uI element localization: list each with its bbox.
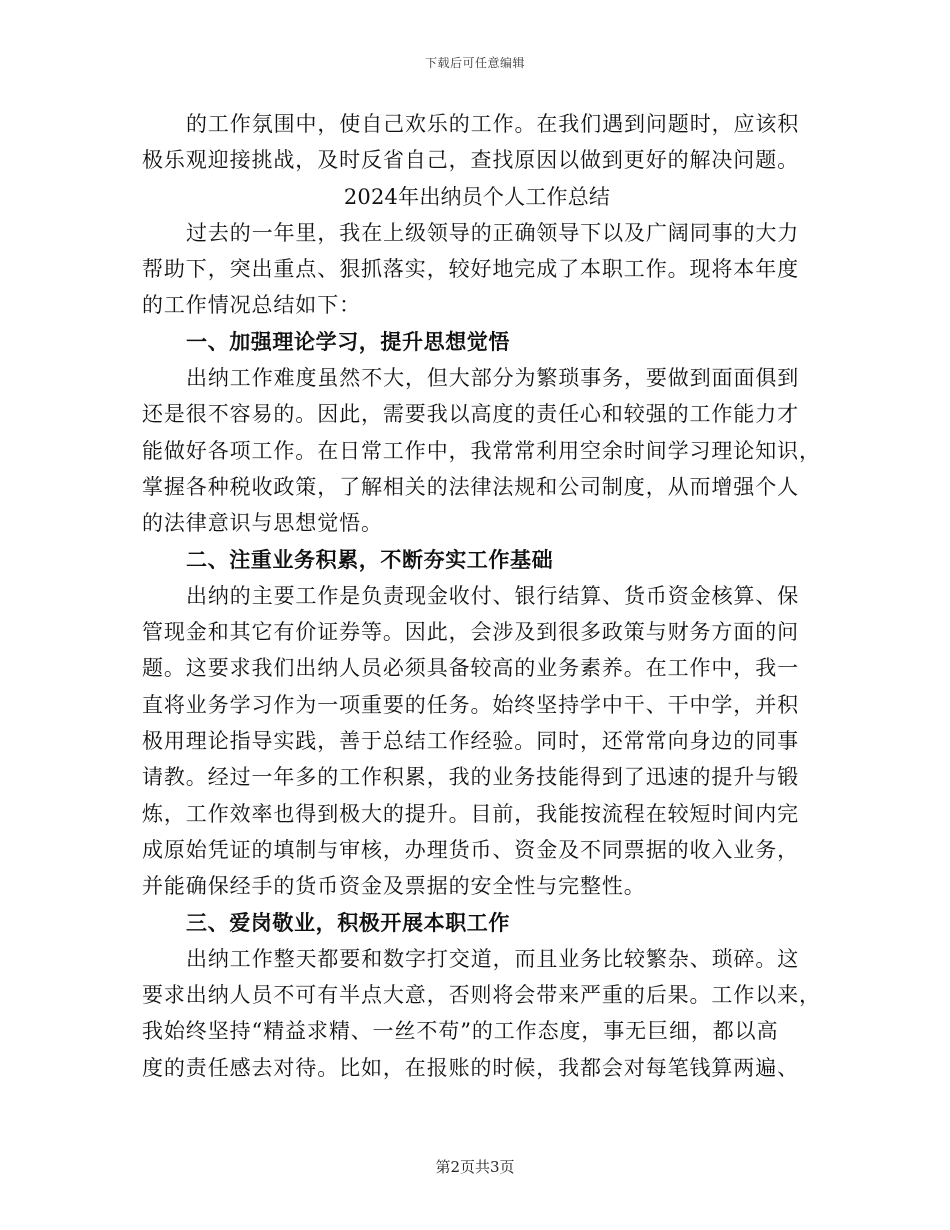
- document-body: [142, 106, 821, 1086]
- body-line: 帮助下，突出重点、狠抓落实，较好地完成了本职工作。现将本年度: [142, 257, 799, 282]
- body-line: 管现金和其它有价证券等。因此，会涉及到很多政策与财务方面的问: [142, 620, 799, 645]
- body-line: 请教。经过一年多的工作积累，我的业务技能得到了迅速的提升与锻: [142, 765, 799, 790]
- body-line: 出纳工作难度虽然不大，但大部分为繁琐事务，要做到面面俱到: [186, 366, 800, 391]
- section-heading-1: 一、加强理论学习，提升思想觉悟: [186, 328, 510, 354]
- body-line: 并能确保经手的货币资金及票据的安全性与完整性。: [142, 874, 646, 899]
- body-line: 的法律意识与思想觉悟。: [142, 511, 383, 536]
- body-line: 还是很不容易的。因此，需要我以高度的责任心和较强的工作能力才: [142, 402, 799, 427]
- body-line: 成原始凭证的填制与审核，办理货币、资金及不同票据的收入业务，: [142, 837, 799, 862]
- body-line: 题。这要求我们出纳人员必须具备较高的业务素养。在工作中，我一: [142, 656, 799, 681]
- body-line: 的工作情况总结如下：: [142, 293, 361, 318]
- section-heading-3: 三、爱岗敬业，积极开展本职工作: [186, 909, 510, 935]
- body-line: 的工作氛围中，使自己欢乐的工作。在我们遇到问题时，应该积: [186, 112, 800, 136]
- body-line: 出纳的主要工作是负责现金收付、银行结算、货币资金核算、保: [186, 583, 800, 608]
- body-line: 我始终坚持“精益求精、一丝不苟”的工作态度，事无巨细，都以高: [142, 1019, 779, 1044]
- body-line: 要求出纳人员不可有半点大意，否则将会带来严重的后果。工作以来，: [142, 983, 821, 1008]
- body-line: 炼，工作效率也得到极大的提升。目前，我能按流程在较短时间内完: [142, 801, 799, 826]
- page-footer: 第2页共3页: [435, 1158, 515, 1176]
- page-header: 下载后可任意编辑: [424, 56, 525, 70]
- body-line: 极用理论指导实践，善于总结工作经验。同时，还常常向身边的同事: [142, 729, 799, 754]
- body-line: 能做好各项工作。在日常工作中，我常常利用空余时间学习理论知识，: [142, 438, 821, 463]
- body-line: 过去的一年里，我在上级领导的正确领导下以及广阔同事的大力: [186, 220, 800, 245]
- body-line: 度的责任感去对待。比如，在报账的时候，我都会对每笔钱算两遍、: [142, 1055, 799, 1080]
- section-heading-2: 二、注重业务积累，不断夯实工作基础: [186, 546, 554, 572]
- body-line: 出纳工作整天都要和数字打交道，而且业务比较繁杂、琐碎。这: [186, 946, 800, 971]
- body-line: 掌握各种税收政策，了解相关的法律法规和公司制度，从而增强个人: [142, 474, 799, 499]
- body-line: 直将业务学习作为一项重要的任务。始终坚持学中干、干中学，并积: [142, 692, 799, 717]
- document-title: 2024年出纳员个人工作总结: [343, 184, 611, 209]
- body-line: 极乐观迎接挑战，及时反省自己，查找原因以做到更好的解决问题。: [142, 148, 799, 173]
